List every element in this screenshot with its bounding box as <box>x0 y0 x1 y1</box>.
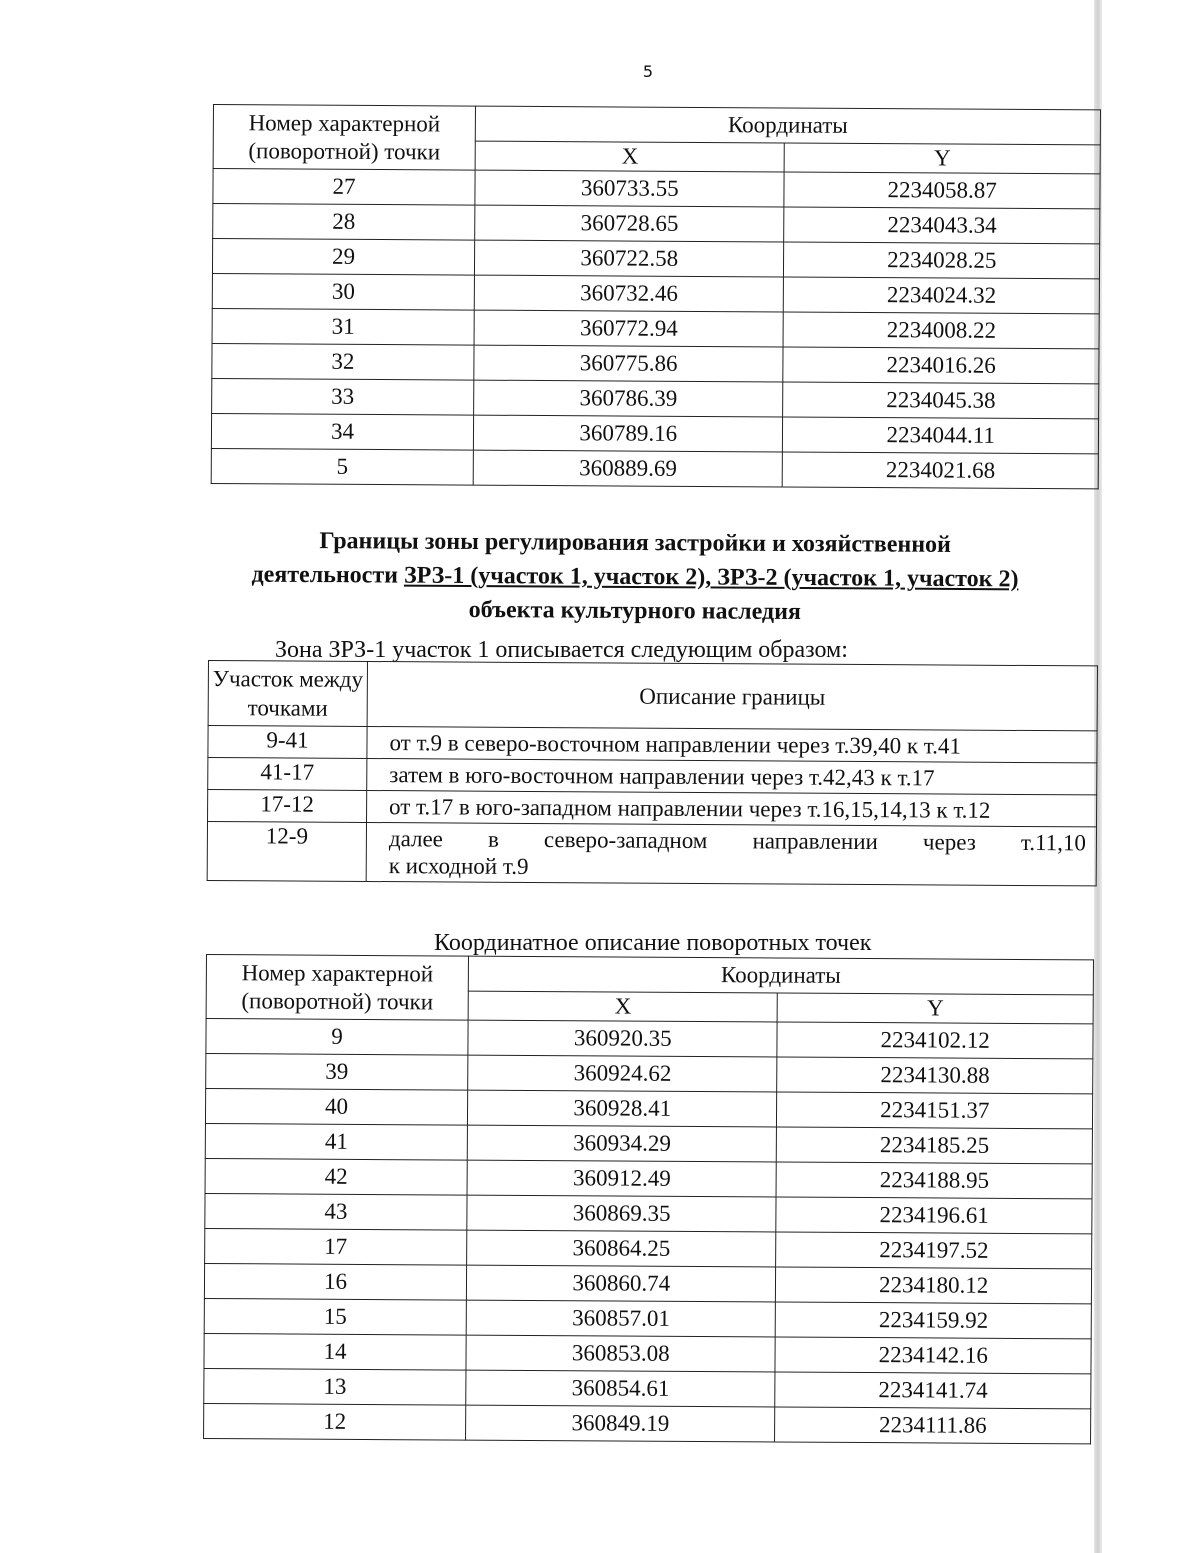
point-number: 31 <box>212 308 474 345</box>
table-row <box>205 1123 1092 1163</box>
point-number: 41 <box>205 1123 467 1160</box>
point-number: 42 <box>205 1158 467 1195</box>
boundary-description-table <box>207 660 1098 886</box>
coordinates-table-1 <box>211 104 1101 489</box>
coord-y: 2234016.26 <box>783 347 1099 384</box>
coord-y: 2234130.88 <box>777 1057 1093 1094</box>
header-coordinates: Координаты <box>475 106 1100 145</box>
coord-y: 2234024.32 <box>784 277 1100 314</box>
boundary-description <box>366 822 1096 885</box>
header-segment: Участок между точками <box>208 661 367 727</box>
table-row <box>211 448 1098 488</box>
coord-x: 360920.35 <box>468 1020 778 1057</box>
coord-x: 360772.94 <box>474 310 784 347</box>
header-x: X <box>475 141 785 172</box>
table-row <box>212 343 1099 383</box>
table-row <box>206 1019 1093 1059</box>
table-row <box>208 726 1097 763</box>
coord-x: 360786.39 <box>474 380 784 417</box>
boundary-description: затем в юго-восточном направлении через т.42,43 к т.17 <box>367 758 1097 794</box>
point-number: 30 <box>212 273 474 310</box>
coord-y: 2234196.61 <box>776 1197 1092 1234</box>
section-title <box>200 523 1071 630</box>
table-row <box>207 822 1096 886</box>
segment: 41-17 <box>208 758 367 791</box>
boundary-description: от т.9 в северо-восточном направлении через т.39,40 к т.41 <box>367 726 1097 762</box>
table-row <box>213 204 1100 244</box>
table-row <box>213 169 1100 209</box>
table-row <box>212 378 1099 418</box>
table-row <box>204 1263 1091 1303</box>
point-number: 33 <box>212 378 474 415</box>
coord-x: 360857.01 <box>466 1300 776 1337</box>
coord-y: 2234102.12 <box>777 1022 1093 1059</box>
segment: 17-12 <box>208 790 367 823</box>
coord-x: 360928.41 <box>467 1090 777 1127</box>
point-number: 9 <box>206 1019 468 1056</box>
coord-x: 360733.55 <box>475 170 785 207</box>
table-row <box>205 1089 1092 1129</box>
coord-x: 360775.86 <box>474 345 784 382</box>
header-y: Y <box>785 143 1101 174</box>
coord-y: 2234180.12 <box>776 1267 1092 1304</box>
coord-x: 360864.25 <box>467 1230 777 1267</box>
point-number: 32 <box>212 343 474 380</box>
coord-x: 360854.61 <box>466 1370 776 1407</box>
coord-x: 360849.19 <box>466 1405 776 1442</box>
point-number: 43 <box>205 1193 467 1230</box>
table-row <box>211 413 1098 453</box>
section-title-line3: объекта культурного наследия <box>468 596 802 626</box>
coord-y: 2234043.34 <box>784 207 1100 244</box>
header-description: Описание границы <box>367 661 1097 730</box>
coord-x: 360889.69 <box>473 450 783 487</box>
boundary-description-line1: далее в северо-западном направлении через т.11,10 <box>388 826 1086 856</box>
coord-x: 360853.08 <box>466 1335 776 1372</box>
table-row <box>212 308 1099 348</box>
coord-x: 360860.74 <box>466 1265 776 1302</box>
point-number: 27 <box>213 169 475 206</box>
table-row <box>204 1403 1091 1443</box>
header-point-number: Номер характерной (поворотной) точки <box>213 105 475 171</box>
header-y: Y <box>778 993 1094 1024</box>
point-number: 13 <box>204 1368 466 1405</box>
table-row <box>204 1368 1091 1408</box>
coord-y: 2234021.68 <box>783 452 1099 489</box>
table-row <box>205 1158 1092 1198</box>
point-number: 34 <box>211 413 473 450</box>
point-number: 14 <box>204 1333 466 1370</box>
header-x: X <box>468 991 778 1022</box>
table-row <box>212 273 1099 313</box>
coord-x: 360869.35 <box>467 1195 777 1232</box>
table-row <box>205 1193 1092 1233</box>
point-number: 28 <box>213 204 475 241</box>
section-title-zones: ЗРЗ-1 (участок 1, участок 2), ЗРЗ-2 (участок 1, участок 2) <box>403 562 1019 593</box>
intro-text: Зона ЗРЗ-1 участок 1 описывается следующим образом: <box>275 637 848 663</box>
coord-y: 2234142.16 <box>775 1337 1091 1374</box>
coord-y: 2234044.11 <box>783 417 1099 454</box>
coord-x: 360728.65 <box>475 205 785 242</box>
coord-y: 2234058.87 <box>784 172 1100 209</box>
header-coordinates: Координаты <box>468 956 1093 995</box>
coord-x: 360789.16 <box>473 415 783 452</box>
coord-x: 360924.62 <box>468 1055 778 1092</box>
header-point-number: Номер характерной (поворотной) точки <box>206 955 468 1021</box>
coord-y: 2234197.52 <box>776 1232 1092 1269</box>
section-title-line1: Границы зоны регулирования застройки и хозяйственной <box>319 528 952 558</box>
segment: 9-41 <box>208 726 367 759</box>
coord-y: 2234141.74 <box>775 1372 1091 1409</box>
coord-x: 360722.58 <box>474 240 784 277</box>
coord-y: 2234111.86 <box>775 1407 1091 1444</box>
boundary-description-line2: к исходной т.9 <box>388 853 529 879</box>
section-title-line2-prefix: деятельности <box>251 561 405 589</box>
table-row <box>206 1054 1093 1094</box>
coord-y: 2234045.38 <box>783 382 1099 419</box>
point-number: 29 <box>212 239 474 276</box>
coord-y: 2234159.92 <box>776 1302 1092 1339</box>
table-row <box>208 790 1097 827</box>
coord-x: 360934.29 <box>467 1125 777 1162</box>
coord-y: 2234185.25 <box>777 1127 1093 1164</box>
coord-y: 2234028.25 <box>784 242 1100 279</box>
point-number: 5 <box>211 448 473 485</box>
table-row <box>212 239 1099 279</box>
page-number: 5 <box>642 62 654 81</box>
section-title-line2 <box>200 557 1070 596</box>
table-row <box>205 1228 1092 1268</box>
point-number: 16 <box>204 1263 466 1300</box>
point-number: 15 <box>204 1298 466 1335</box>
boundary-description: от т.17 в юго-западном направлении через т.16,15,14,13 к т.12 <box>367 790 1097 826</box>
table-row <box>204 1333 1091 1373</box>
point-number: 12 <box>204 1403 466 1440</box>
coordinates-caption: Координатное описание поворотных точек <box>434 930 872 956</box>
point-number: 40 <box>205 1089 467 1126</box>
coord-y: 2234188.95 <box>777 1162 1093 1199</box>
coordinates-table-2 <box>203 954 1094 1444</box>
point-number: 17 <box>205 1228 467 1265</box>
coord-y: 2234151.37 <box>777 1092 1093 1129</box>
table-row <box>204 1298 1091 1338</box>
coord-x: 360732.46 <box>474 275 784 312</box>
coord-x: 360912.49 <box>467 1160 777 1197</box>
segment: 12-9 <box>207 822 366 882</box>
coord-y: 2234008.22 <box>784 312 1100 349</box>
table-row <box>208 758 1097 795</box>
point-number: 39 <box>206 1054 468 1091</box>
